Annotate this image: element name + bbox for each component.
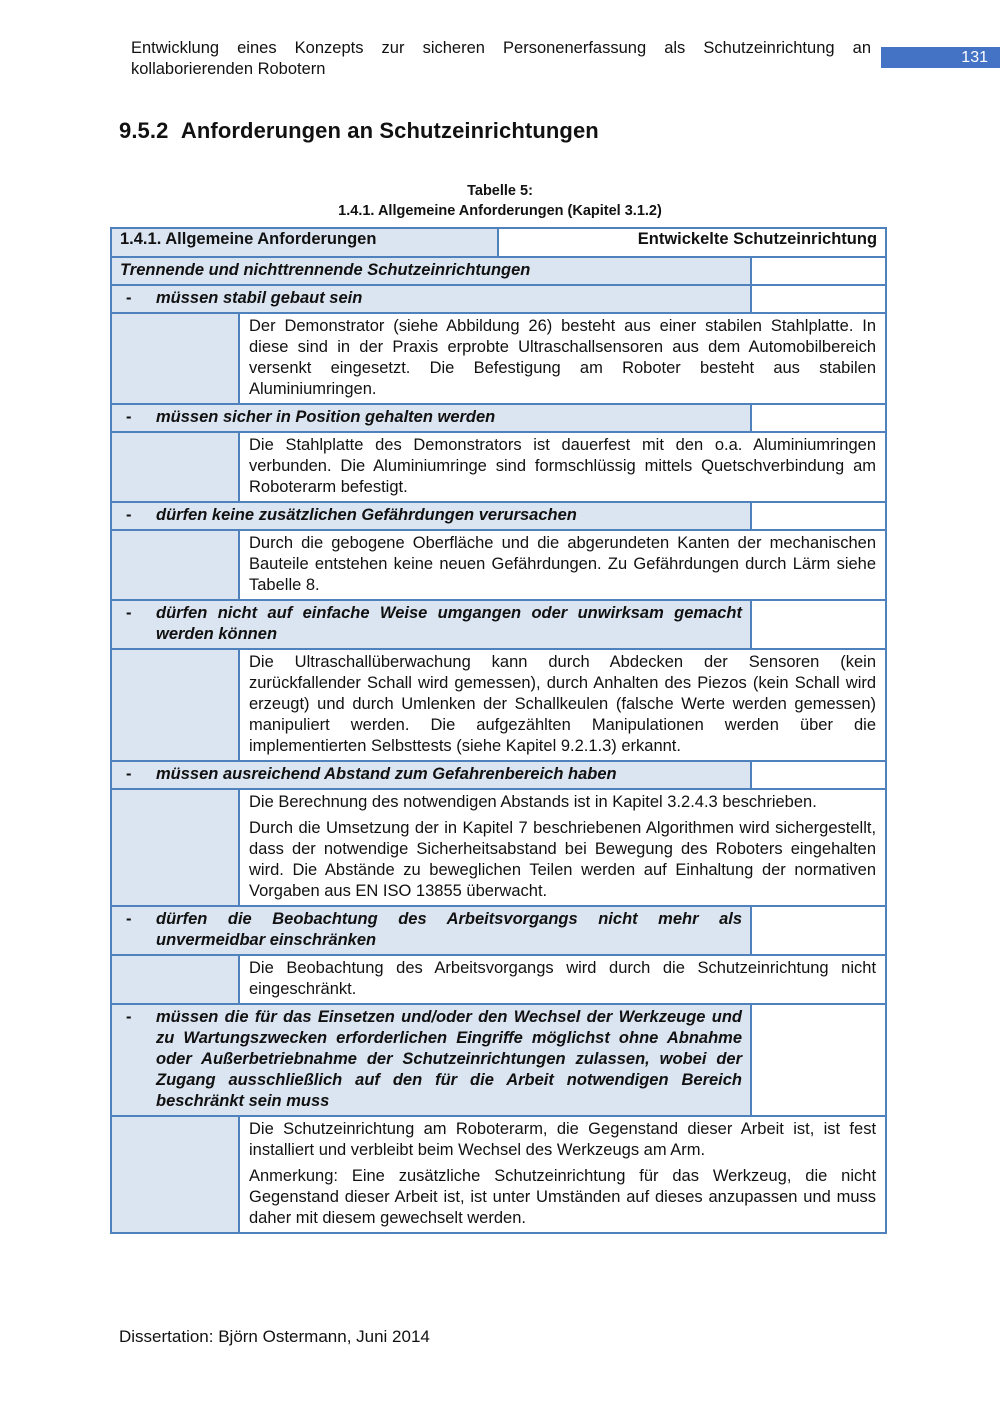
section-number: 9.5.2 — [119, 118, 169, 143]
requirement-row — [111, 1004, 886, 1116]
requirement-row — [111, 404, 886, 432]
empty-cell — [111, 1116, 239, 1233]
section-title: Anforderungen an Schutzeinrichtungen — [180, 118, 599, 143]
empty-cell — [751, 761, 886, 789]
page-footer: Dissertation: Björn Ostermann, Juni 2014 — [119, 1327, 430, 1346]
description-row — [111, 530, 886, 600]
bullet-dash: - — [126, 604, 132, 622]
requirement-cell — [111, 502, 751, 530]
requirement-text: müssen ausreichend Abstand zum Gefahrenbereich haben — [156, 765, 617, 783]
description-row — [111, 955, 886, 1004]
description-paragraph: Die Beobachtung des Arbeitsvorgangs wird durch die Schutzeinrichtung nicht eingeschränkt. — [249, 959, 877, 998]
description-paragraph: Die Berechnung des notwendigen Abstands ist in Kapitel 3.2.4.3 beschrieben. — [249, 793, 817, 811]
requirement-text: dürfen die Beobachtung des Arbeitsvorgangs nicht mehr als unvermeidbar einschränken — [156, 910, 743, 949]
requirement-line — [120, 1007, 742, 1112]
empty-cell — [111, 955, 239, 1004]
requirement-line — [120, 505, 742, 526]
header-requirements: 1.4.1. Allgemeine Anforderungen — [111, 228, 498, 257]
bullet-dash: - — [126, 1008, 132, 1026]
table-header-row — [111, 228, 886, 257]
requirement-cell — [111, 906, 751, 955]
group-title: Trennende und nichttrennende Schutzeinrichtungen — [111, 257, 751, 285]
requirement-row — [111, 502, 886, 530]
description-paragraph: Durch die Umsetzung der in Kapitel 7 beschriebenen Algorithmen wird sichergestellt, dass der notwendige Sicherheitsabstand bei Bewegung des Roboters eingehalten wird. Die Abstände zu beweglichen Teilen werden auf Einhaltung der normativen Vorgaben aus EN ISO 13855 überwacht. — [249, 819, 877, 900]
description-row — [111, 789, 886, 906]
requirement-cell — [111, 404, 751, 432]
description-cell — [239, 789, 886, 906]
description-row — [111, 1116, 886, 1233]
bullet-dash: - — [126, 408, 132, 426]
empty-cell — [751, 1004, 886, 1116]
requirement-text: müssen stabil gebaut sein — [156, 289, 363, 307]
table-caption-title: 1.4.1. Allgemeine Anforderungen (Kapitel 3.1.2) — [338, 203, 662, 219]
requirement-cell — [111, 761, 751, 789]
requirement-row — [111, 761, 886, 789]
bullet-dash: - — [126, 506, 132, 524]
description-paragraph: Die Ultraschallüberwachung kann durch Abdecken der Sensoren (kein zurückfallender Schall wird gemessen), durch Anhalten des Piezos (kein Schall wird erzeugt) und durch Umlenken der Schallkeulen (falsche Werte werden gemessen) manipuliert werden. Die aufgezählten Manipulationen werden über die implementierten Selbsttests (siehe Kapitel 9.2.1.3) erkannt. — [249, 653, 877, 755]
requirement-row — [111, 285, 886, 313]
requirement-text: müssen sicher in Position gehalten werden — [156, 408, 496, 426]
requirement-cell — [111, 285, 751, 313]
description-paragraph: Durch die gebogene Oberfläche und die abgerundeten Kanten der mechanischen Bauteile entstehen keine neuen Gefährdungen. Zu Gefährdungen durch Lärm siehe Tabelle 8. — [249, 534, 877, 594]
empty-cell — [111, 530, 239, 600]
empty-cell — [751, 285, 886, 313]
description-cell — [239, 530, 886, 600]
empty-cell — [751, 906, 886, 955]
requirement-line — [120, 603, 742, 645]
description-paragraph: Die Stahlplatte des Demonstrators ist dauerfest mit den o.a. Aluminiumringen verbunden. Die Aluminiumringe sind formschlüssig mittels Quetschverbindung am Roboterarm befestigt. — [249, 436, 877, 496]
header-developed-device: Entwickelte Schutzeinrichtung — [498, 228, 886, 257]
description-paragraph: Anmerkung: Eine zusätzliche Schutzeinrichtung für das Werkzeug, die nicht Gegenstand dieser Arbeit ist, ist unter Umständen auf dieses anzupassen und muss daher mit diesem gewechselt werden. — [249, 1167, 877, 1227]
empty-cell — [111, 789, 239, 906]
section-heading — [119, 118, 599, 144]
group-title-row — [111, 257, 886, 285]
empty-cell — [751, 600, 886, 649]
description-row — [111, 432, 886, 502]
page-number-badge: 131 — [881, 47, 1000, 68]
requirements-table — [110, 227, 887, 1234]
requirement-line — [120, 407, 742, 428]
empty-cell — [751, 257, 886, 285]
empty-cell — [111, 313, 239, 404]
running-header: Entwicklung eines Konzepts zur sicheren Personenerfassung als Schutzeinrichtung an kollaborierenden Robotern — [131, 39, 871, 78]
requirement-text: müssen die für das Einsetzen und/oder den Wechsel der Werkzeuge und zu Wartungszwecken erforderlichen Eingriffe möglichst ohne Abnahme oder Außerbetriebnahme der Schutzeinrichtungen zulassen, wobei der Zugang ausschließlich auf den für die Arbeit notwendigen Bereich beschränkt sein muss — [156, 1008, 743, 1110]
description-cell — [239, 313, 886, 404]
empty-cell — [111, 432, 239, 502]
requirement-text: dürfen keine zusätzlichen Gefährdungen verursachen — [156, 506, 577, 524]
requirement-row — [111, 600, 886, 649]
bullet-dash: - — [126, 289, 132, 307]
description-cell — [239, 432, 886, 502]
description-paragraph: Der Demonstrator (siehe Abbildung 26) besteht aus einer stabilen Stahlplatte. In diese sind in der Praxis erprobte Ultraschallsensoren aus dem Automobilbereich versenkt eingesetzt. Die Befestigung am Roboter besteht aus stabilen Aluminiumringen. — [249, 317, 877, 398]
requirement-line — [120, 288, 742, 309]
bullet-dash: - — [126, 765, 132, 783]
requirement-text: dürfen nicht auf einfache Weise umgangen oder unwirksam gemacht werden können — [156, 604, 743, 643]
requirement-line — [120, 909, 742, 951]
description-cell — [239, 1116, 886, 1233]
requirement-cell — [111, 600, 751, 649]
empty-cell — [751, 404, 886, 432]
description-cell — [239, 955, 886, 1004]
bullet-dash: - — [126, 910, 132, 928]
requirement-line — [120, 764, 742, 785]
requirement-row — [111, 906, 886, 955]
description-row — [111, 313, 886, 404]
description-paragraph: Die Schutzeinrichtung am Roboterarm, die Gegenstand dieser Arbeit ist, ist fest installiert und verbleibt beim Wechsel des Werkzeugs am Arm. — [249, 1120, 877, 1159]
description-cell — [239, 649, 886, 761]
table-caption-label: Tabelle 5: — [467, 183, 533, 199]
requirement-cell — [111, 1004, 751, 1116]
empty-cell — [111, 649, 239, 761]
empty-cell — [751, 502, 886, 530]
description-row — [111, 649, 886, 761]
